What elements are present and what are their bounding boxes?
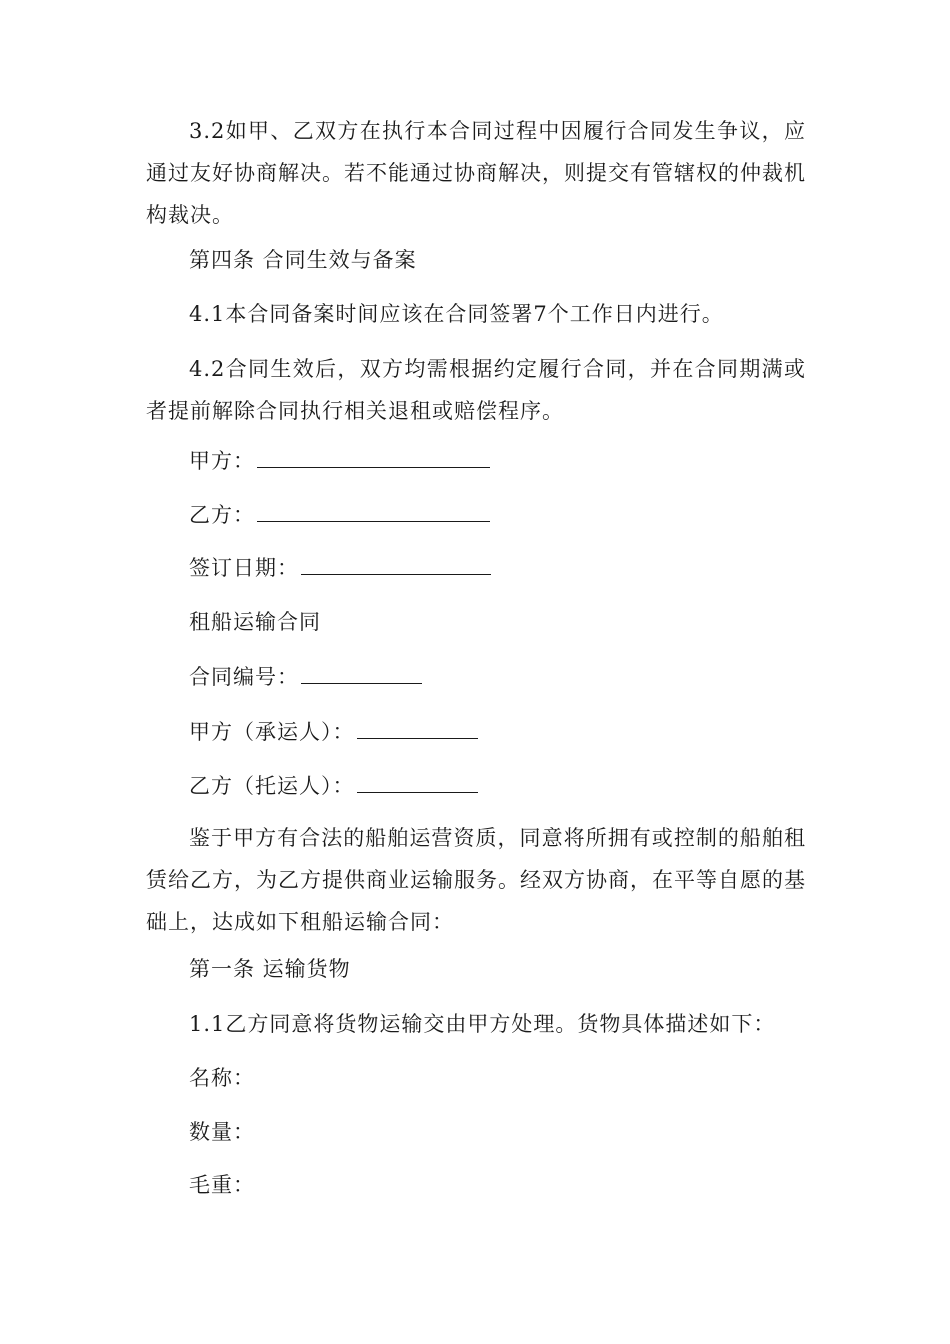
cargo-quantity-label: 数量：: [189, 1120, 255, 1144]
carrier-blank: [357, 718, 478, 739]
shipper-line: [189, 770, 478, 802]
party-a-signature-line: [189, 445, 490, 477]
cargo-gross-weight-label: 毛重：: [189, 1173, 255, 1197]
cargo-name-label: 名称：: [189, 1066, 255, 1090]
party-b-blank: [257, 501, 490, 522]
party-a-label: 甲方：: [189, 449, 255, 473]
party-b-label: 乙方：: [189, 503, 255, 527]
sign-date-line: [189, 552, 491, 584]
contract-number-line: [189, 661, 422, 693]
sign-date-blank: [301, 554, 491, 575]
carrier-line: [189, 716, 478, 748]
clause-4-2-paragraph: 4.2合同生效后，双方均需根据约定履行合同，并在合同期满或者提前解除合同执行相关退租或赔偿程序。: [146, 357, 806, 423]
sign-date-label: 签订日期：: [189, 556, 299, 580]
clause-4-1-paragraph: 4.1本合同备案时间应该在合同签署7个工作日内进行。: [189, 302, 724, 326]
party-b-signature-line: [189, 499, 490, 531]
contract-number-blank: [301, 663, 422, 684]
contract-title: 租船运输合同: [189, 610, 321, 634]
shipper-label: 乙方（托运人）：: [189, 774, 355, 798]
contract-number-label: 合同编号：: [189, 665, 299, 689]
carrier-label: 甲方（承运人）：: [189, 720, 355, 744]
shipper-blank: [357, 772, 478, 793]
article-1-heading: 第一条 运输货物: [189, 957, 351, 981]
preamble-paragraph: 鉴于甲方有合法的船舶运营资质，同意将所拥有或控制的船舶租赁给乙方，为乙方提供商业运输服务。经双方协商，在平等自愿的基础上，达成如下租船运输合同：: [146, 826, 806, 934]
article-4-heading: 第四条 合同生效与备案: [189, 248, 417, 272]
party-a-blank: [257, 447, 490, 468]
clause-3-2-paragraph: 3.2如甲、乙双方在执行本合同过程中因履行合同发生争议，应通过友好协商解决。若不能通过协商解决，则提交有管辖权的仲裁机构裁决。: [146, 119, 806, 227]
clause-1-1-paragraph: 1.1乙方同意将货物运输交由甲方处理。货物具体描述如下：: [189, 1012, 776, 1036]
